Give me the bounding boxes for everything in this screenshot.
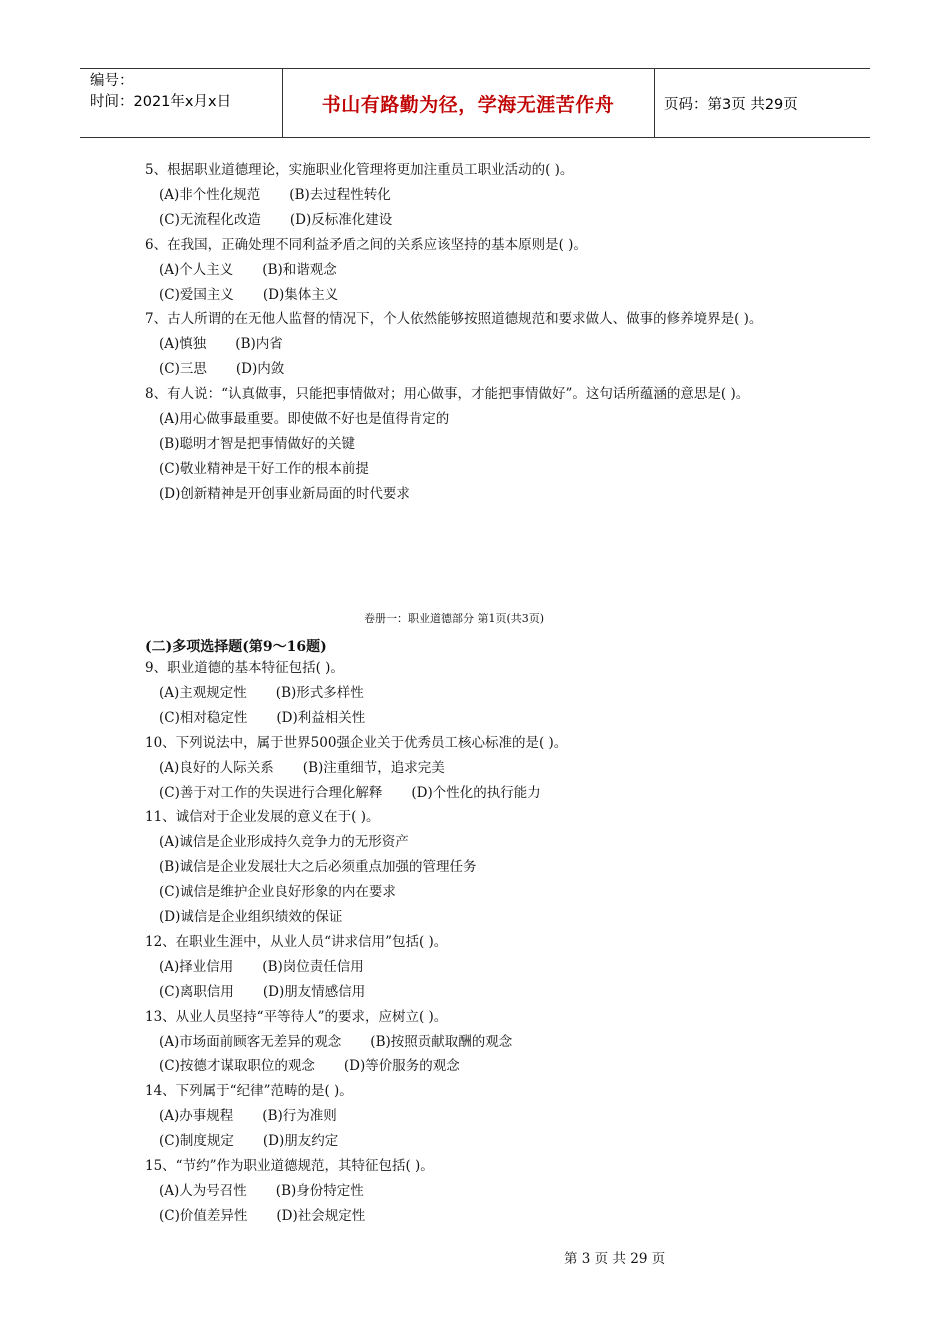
answer-option: (C)三思 [159, 361, 207, 378]
question-text: 7、古人所谓的在无他人监督的情况下，个人依然能够按照道德规范和要求做人、做事的修养境界是( )。 [145, 311, 763, 328]
answer-option: (C)敬业精神是干好工作的根本前提 [159, 460, 369, 477]
answer-option: (A)办事规程 [159, 1108, 234, 1125]
answer-option: (D)等价服务的观念 [343, 1058, 460, 1075]
question-text: 12、在职业生涯中，从业人员“讲求信用”包括( )。 [145, 933, 448, 950]
header-motto: 书山有路勤为径，学海无涯苦作舟 [321, 93, 615, 116]
option-row [159, 261, 337, 279]
answer-option: (C)诚信是维护企业良好形象的内在要求 [159, 884, 396, 901]
option-row [159, 1033, 512, 1051]
option-row [159, 335, 283, 353]
document-header [80, 68, 870, 138]
answer-option: (B)内省 [235, 336, 283, 353]
answer-option: (B)诚信是企业发展壮大之后必须重点加强的管理任务 [159, 859, 477, 876]
answer-option: (B)去过程性转化 [289, 186, 391, 203]
answer-option: (B)身份特定性 [275, 1182, 364, 1199]
question-text: 11、诚信对于企业发展的意义在于( )。 [145, 809, 380, 826]
option-row [159, 908, 342, 926]
answer-option: (C)相对稳定性 [159, 709, 248, 726]
answer-option: (C)制度规定 [159, 1133, 234, 1150]
section-page-footer: 卷册一：职业道德部分 第1页(共3页) [364, 612, 545, 625]
answer-option: (C)爱国主义 [159, 286, 234, 303]
question-text: 13、从业人员坚持“平等待人”的要求，应树立( )。 [145, 1008, 448, 1025]
option-row [159, 709, 365, 727]
answer-option: (A)人为号召性 [159, 1182, 247, 1199]
option-row [159, 1132, 338, 1150]
answer-option: (D)社会规定性 [276, 1207, 366, 1224]
question-text: 15、“节约”作为职业道德规范，其特征包括( )。 [145, 1158, 434, 1174]
answer-option: (D)集体主义 [262, 286, 339, 303]
option-row [159, 286, 338, 304]
section-title: (二)多项选择题(第9～16题) [145, 639, 327, 655]
option-row [159, 983, 365, 1001]
answer-option: (A)诚信是企业形成持久竞争力的无形资产 [159, 834, 409, 851]
answer-option: (A)慎独 [159, 336, 207, 353]
question-text: 9、职业道德的基本特征包括( )。 [145, 660, 344, 676]
option-row [159, 460, 369, 478]
answer-option: (B)形式多样性 [275, 684, 364, 701]
question-text: 14、下列属于“纪律”范畴的是( )。 [145, 1083, 353, 1100]
answer-option: (D)个性化的执行能力 [411, 784, 541, 801]
option-row [159, 684, 364, 702]
answer-option: (D)反标准化建设 [289, 211, 393, 228]
option-row [159, 186, 391, 204]
option-row [159, 435, 355, 453]
option-row [159, 883, 396, 901]
serial-label: 编号： [90, 73, 134, 89]
answer-option: (B)聪明才智是把事情做好的关键 [159, 435, 355, 452]
answer-option: (A)个人主义 [159, 261, 234, 278]
option-row [159, 360, 284, 378]
answer-option: (B)按照贡献取酬的观念 [370, 1033, 513, 1050]
question-text: 5、根据职业道德理论，实施职业化管理将更加注重员工职业活动的( )。 [145, 162, 574, 178]
answer-option: (A)良好的人际关系 [159, 759, 274, 776]
answer-option: (D)内敛 [235, 361, 285, 378]
answer-option: (D)朋友约定 [262, 1133, 339, 1150]
answer-option: (C)离职信用 [159, 983, 234, 1000]
page-footer: 第 3 页 共 29 页 [564, 1251, 666, 1267]
option-row [159, 1107, 337, 1125]
answer-option: (C)价值差异性 [159, 1207, 248, 1224]
header-page-info: 页码：第3页 共29页 [664, 96, 798, 113]
answer-option: (C)按德才谋取职位的观念 [159, 1058, 315, 1075]
header-divider [654, 69, 655, 137]
option-row [159, 410, 449, 428]
option-row [159, 1057, 460, 1075]
question-text: 6、在我国，正确处理不同利益矛盾之间的关系应该坚持的基本原则是( )。 [145, 236, 587, 253]
answer-option: (A)用心做事最重要。即使做不好也是值得肯定的 [159, 411, 450, 427]
header-meta [90, 71, 231, 113]
option-row [159, 759, 445, 777]
option-row [159, 833, 409, 851]
answer-option: (D)利益相关性 [276, 709, 366, 726]
answer-option: (B)行为准则 [262, 1108, 337, 1125]
option-row [159, 858, 476, 876]
answer-option: (A)择业信用 [159, 958, 234, 975]
option-row [159, 485, 410, 503]
option-row [159, 958, 364, 976]
answer-option: (B)和谐观念 [262, 261, 337, 278]
answer-option: (D)创新精神是开创事业新局面的时代要求 [159, 485, 410, 502]
option-row [159, 211, 392, 229]
answer-option: (A)主观规定性 [159, 684, 247, 701]
option-row [159, 1207, 365, 1225]
answer-option: (D)诚信是企业组织绩效的保证 [159, 909, 343, 925]
option-row [159, 1182, 364, 1200]
answer-option: (C)无流程化改造 [159, 211, 261, 228]
answer-option: (B)岗位责任信用 [262, 958, 364, 975]
question-text: 8、有人说：“认真做事，只能把事情做对；用心做事，才能把事情做好”。这句话所蕴涵的意思是( )。 [145, 386, 750, 403]
answer-option: (A)非个性化规范 [159, 186, 261, 203]
answer-option: (C)善于对工作的失误进行合理化解释 [159, 784, 383, 801]
answer-option: (D)朋友情感信用 [262, 983, 366, 1000]
answer-option: (B)注重细节，追求完美 [302, 759, 445, 776]
question-text: 10、下列说法中，属于世界500强企业关于优秀员工核心标准的是( )。 [145, 734, 568, 751]
answer-option: (A)市场面前顾客无差异的观念 [159, 1033, 342, 1050]
time-label: 时间：2021年x月x日 [90, 94, 232, 110]
option-row [159, 784, 541, 802]
